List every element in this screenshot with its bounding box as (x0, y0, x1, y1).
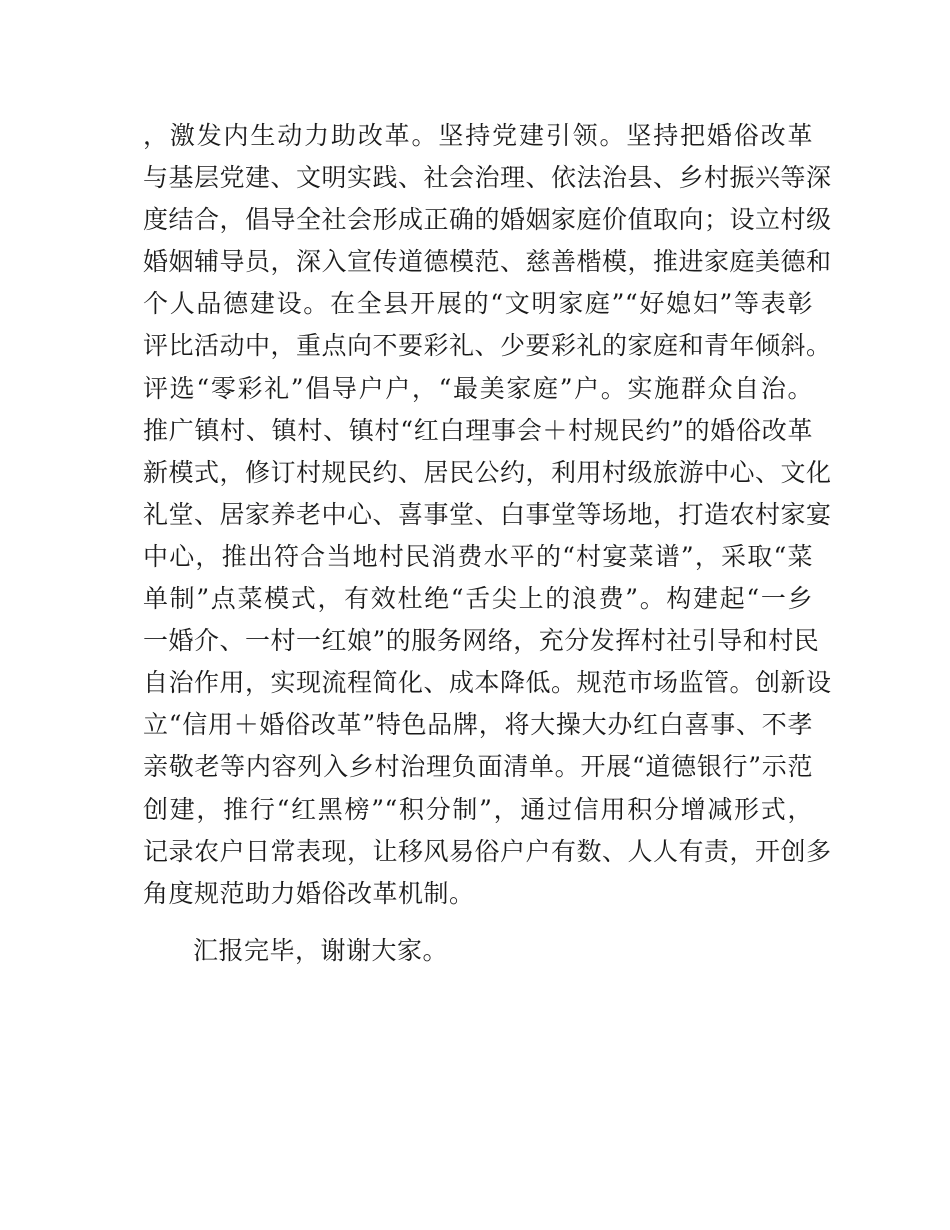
paragraph-line: 亲敬老等内容列入乡村治理负面清单。开展“道德银行”示范 (143, 752, 813, 782)
paragraph-line: 角度规范助力婚俗改革机制。 (143, 878, 475, 908)
paragraph-line: 记录农户日常表现，让移风易俗户户有数、人人有责，开创多 (143, 836, 832, 866)
closing-remark: 汇报完毕，谢谢大家。 (193, 936, 449, 965)
paragraph-line: 个人品德建设。在全县开展的“文明家庭”“好媳妇”等表彰 (143, 289, 813, 319)
paragraph-line: 自治作用，实现流程简化、成本降低。规范市场监管。创新设 (143, 668, 832, 698)
paragraph-line: 婚姻辅导员，深入宣传道德模范、慈善楷模，推进家庭美德和 (143, 247, 832, 277)
paragraph-line: 评比活动中，重点向不要彩礼、少要彩礼的家庭和青年倾斜。 (143, 331, 832, 361)
paragraph-line: ，激发内生动力助改革。坚持党建引领。坚持把婚俗改革 (143, 121, 813, 150)
paragraph-line: 一婚介、一村一红娘”的服务网络，充分发挥村社引导和村民 (143, 626, 820, 656)
paragraph-line: 立“信用＋婚俗改革”特色品牌，将大操大办红白喜事、不孝 (143, 710, 813, 740)
paragraph-line: 与基层党建、文明实践、社会治理、依法治县、乡村振兴等深 (143, 163, 832, 193)
paragraph-line: 新模式，修订村规民约、居民公约，利用村级旅游中心、文化 (143, 457, 832, 487)
paragraph-line: 评选“零彩礼”倡导户户，“最美家庭”户。实施群众自治。 (143, 373, 813, 403)
paragraph-line: 创建，推行“红黑榜”“积分制”，通过信用积分增减形式， (143, 794, 813, 824)
paragraph-line: 中心，推出符合当地村民消费水平的“村宴菜谱”，采取“菜 (143, 541, 813, 571)
body-paragraph (143, 115, 832, 915)
paragraph-line: 度结合，倡导全社会形成正确的婚姻家庭价值取向；设立村级 (143, 205, 832, 235)
paragraph-line: 推广镇村、镇村、镇村“红白理事会＋村规民约”的婚俗改革 (143, 415, 813, 445)
paragraph-line: 单制”点菜模式，有效杜绝“舌尖上的浪费”。构建起“一乡 (143, 584, 813, 614)
paragraph-line: 礼堂、居家养老中心、喜事堂、白事堂等场地，打造农村家宴 (143, 499, 832, 529)
